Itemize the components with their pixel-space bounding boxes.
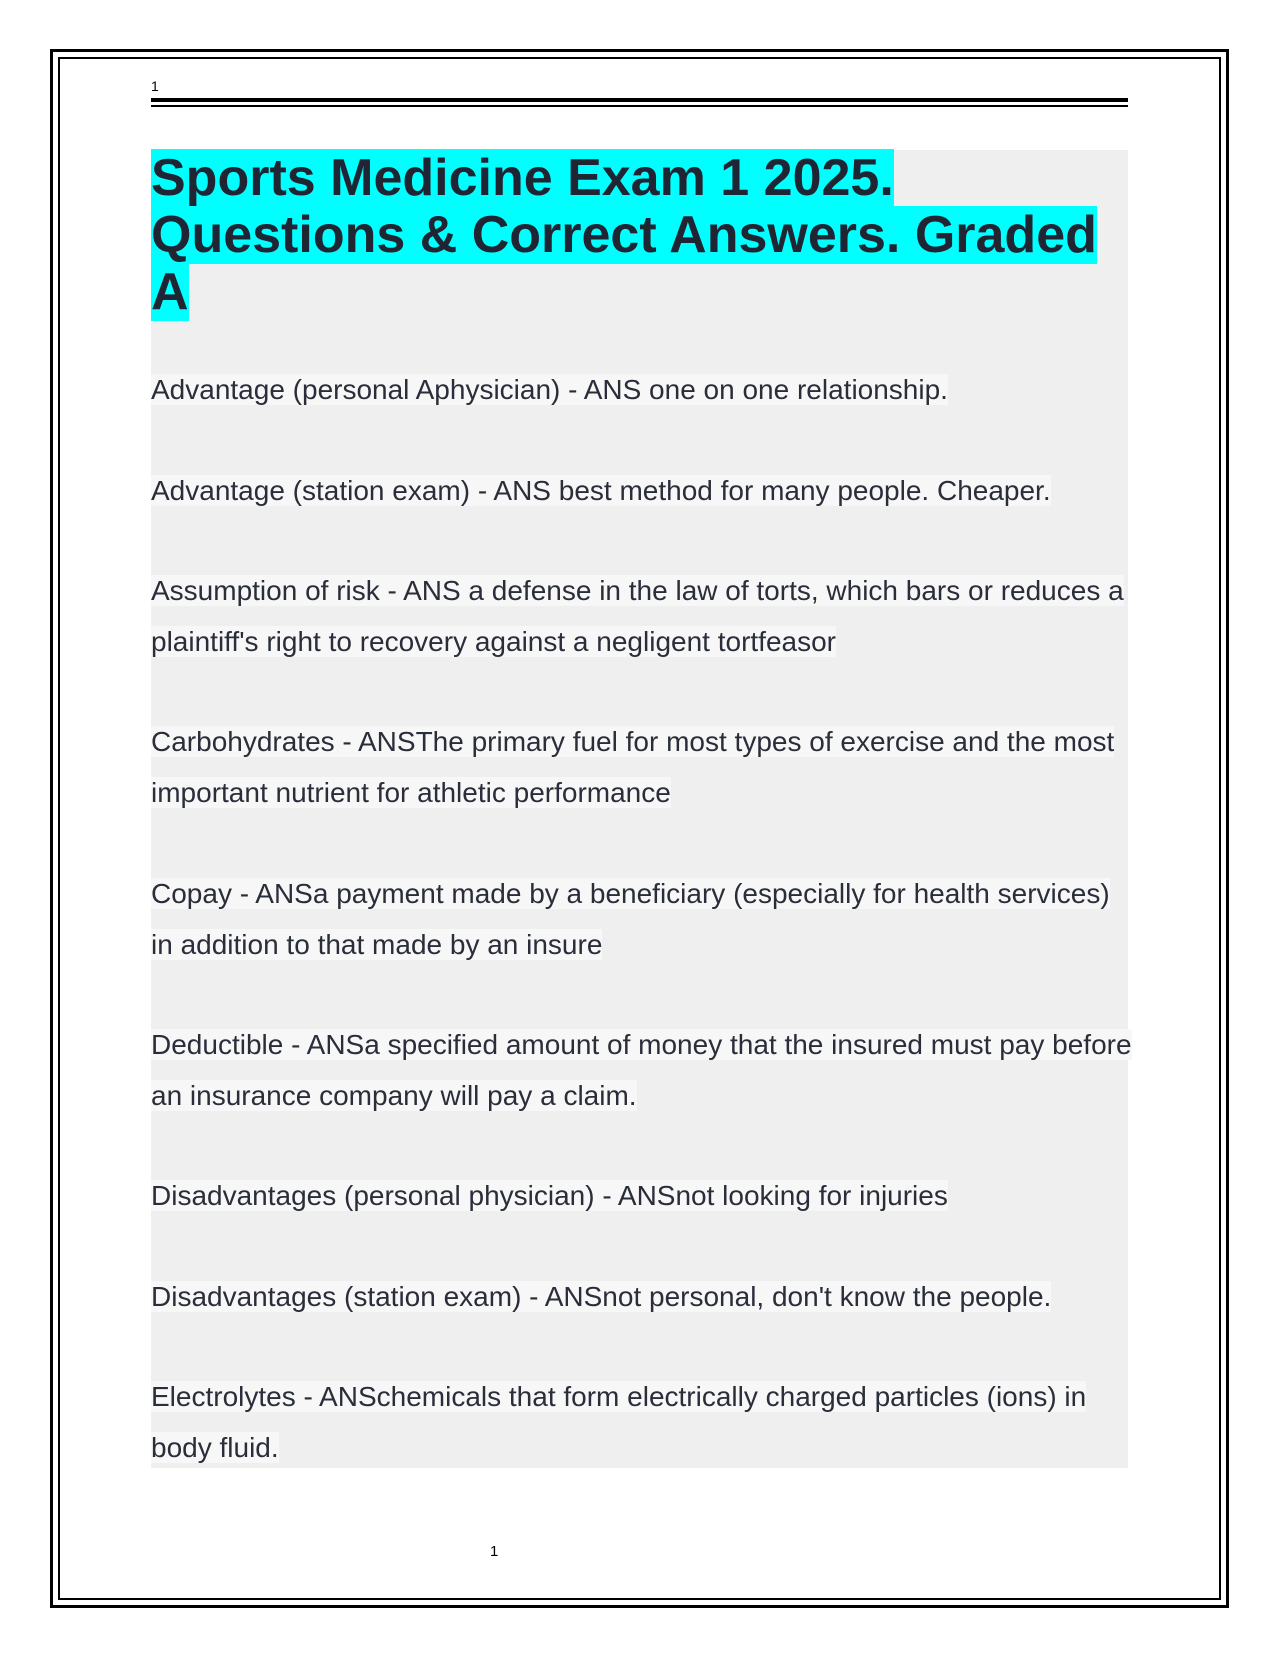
flashcard-entry — [151, 1170, 1136, 1221]
flashcard-entry-text: Advantage (personal Aphysician) - ANS one on one relationship. — [151, 374, 948, 405]
header-rule-thick — [151, 98, 1128, 102]
flashcard-entry-text: Copay - ANSa payment made by a beneficiary (especially for health services) in addition to that made by an insure — [151, 878, 1110, 960]
flashcard-entry — [151, 1271, 1136, 1322]
flashcard-entry-text: Carbohydrates - ANSThe primary fuel for most types of exercise and the most important nutrient for athletic performance — [151, 726, 1115, 808]
flashcard-entry-text: Electrolytes - ANSchemicals that form electrically charged particles (ions) in body fluid. — [151, 1381, 1087, 1463]
flashcard-entry-text: Disadvantages (personal physician) - ANSnot looking for injuries — [151, 1180, 948, 1211]
flashcard-entry-text: Assumption of risk - ANS a defense in the law of torts, which bars or reduces a plaintiff's right to recovery against a negligent tortfeasor — [151, 575, 1124, 657]
document-title — [151, 150, 1136, 321]
flashcard-entry — [151, 364, 1136, 415]
header-page-number: 1 — [151, 78, 159, 94]
flashcard-entry — [151, 868, 1136, 970]
flashcard-entry-text: Disadvantages (station exam) - ANSnot personal, don't know the people. — [151, 1281, 1052, 1312]
flashcard-entry-text: Deductible - ANSa specified amount of money that the insured must pay before an insurance company will pay a claim. — [151, 1029, 1132, 1111]
flashcard-entry — [151, 465, 1136, 516]
flashcard-entry — [151, 1371, 1136, 1473]
flashcard-entry — [151, 716, 1136, 818]
flashcard-entry — [151, 1019, 1136, 1121]
header-rule-thin — [151, 105, 1128, 107]
flashcard-entry-text: Advantage (station exam) - ANS best method for many people. Cheaper. — [151, 475, 1051, 506]
flashcard-entry — [151, 565, 1136, 667]
document-title-text: Sports Medicine Exam 1 2025. Questions & Correct Answers. Graded A — [151, 149, 1097, 321]
footer-page-number: 1 — [490, 1543, 499, 1560]
